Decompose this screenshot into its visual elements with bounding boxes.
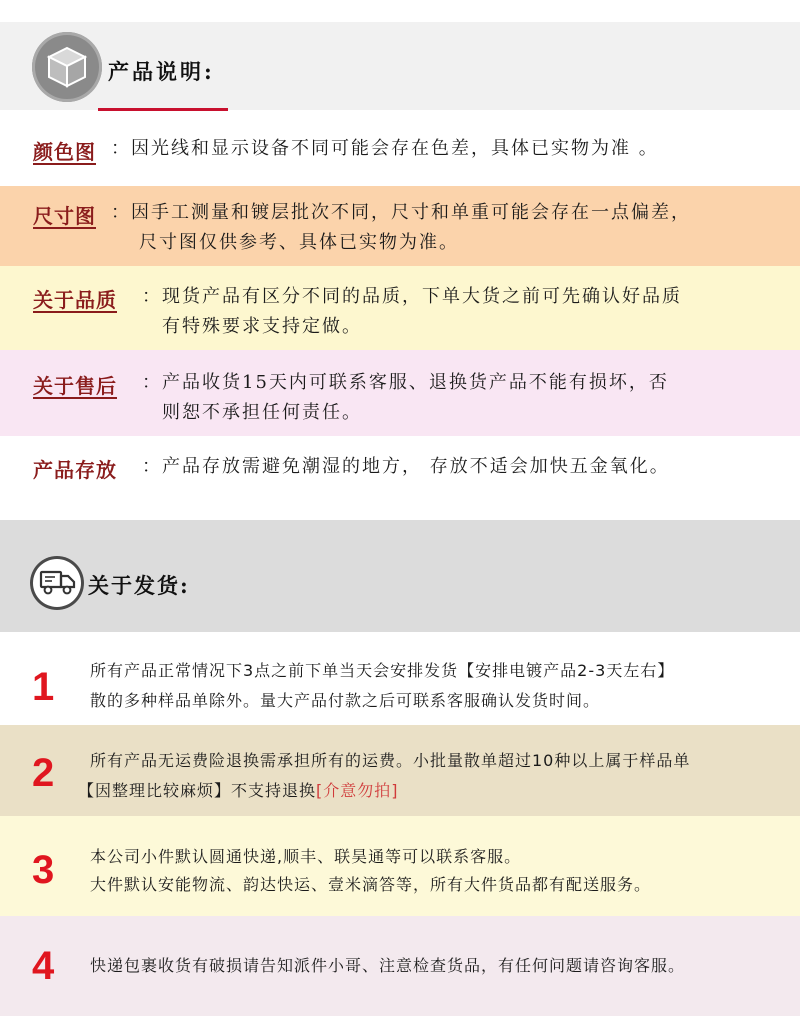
item-line: 大件默认安能物流、韵达快运、壹米滴答等，所有大件货品都有配送服务。 <box>90 875 652 894</box>
shipping-item <box>0 816 800 916</box>
item-line-text: 【因整理比较麻烦】不支持退换 <box>78 781 317 800</box>
shipping-item <box>0 916 800 1016</box>
item-line: 快递包裹收货有破损请告知派件小哥、注意检查货品，有任何问题请咨询客服。 <box>90 956 686 975</box>
info-text: 则恕不承担任何责任。 <box>162 402 362 423</box>
info-row-size <box>0 186 800 266</box>
info-label: 关于售后 <box>33 374 117 398</box>
shipping-item <box>0 637 800 725</box>
shipping-item <box>0 725 800 816</box>
info-label: 产品存放 <box>33 458 117 482</box>
product-section-header <box>0 22 800 110</box>
item-note: [介意勿拍] <box>316 781 399 800</box>
product-section-title: 产品说明: <box>108 59 215 84</box>
shipping-section-header <box>0 520 800 632</box>
info-text: ：因手工测量和镀层批次不同，尺寸和单重可能会存在一点偏差， <box>111 202 691 223</box>
info-row-quality <box>0 266 800 350</box>
info-text: ：产品收货15天内可联系客服、退换货产品不能有损坏，否 <box>142 372 669 393</box>
item-number: 3 <box>32 848 55 892</box>
item-line: 本公司小件默认圆通快递,顺丰、联昊通等可以联系客服。 <box>90 847 522 866</box>
info-row-aftersales <box>0 350 800 436</box>
shipping-section-title: 关于发货: <box>88 573 190 598</box>
info-text: 尺寸图仅供参考、具体已实物为准。 <box>139 232 459 253</box>
info-label: 颜色图 <box>33 140 96 164</box>
info-text: ：因光线和显示设备不同可能会存在色差，具体已实物为准 。 <box>111 138 659 159</box>
info-label: 关于品质 <box>33 288 117 312</box>
delivery-truck-icon <box>30 556 84 610</box>
info-text: 有特殊要求支持定做。 <box>162 316 362 337</box>
info-row-storage <box>0 436 800 496</box>
info-text: ：现货产品有区分不同的品质，下单大货之前可先确认好品质 <box>142 286 682 307</box>
item-line: 所有产品正常情况下3点之前下单当天会安排发货【安排电镀产品2-3天左右】 <box>90 661 675 680</box>
item-number: 1 <box>32 665 55 709</box>
box-icon <box>32 32 102 102</box>
item-line: 所有产品无运费险退换需承担所有的运费。小批量散单超过10种以上属于样品单 <box>90 751 691 770</box>
info-text: ：产品存放需避免潮湿的地方， 存放不适会加快五金氧化。 <box>142 456 670 477</box>
info-row-color <box>0 125 800 175</box>
item-line <box>78 778 399 801</box>
title-underline <box>98 108 228 111</box>
info-label: 尺寸图 <box>33 204 96 228</box>
item-number: 4 <box>32 944 55 988</box>
item-number: 2 <box>32 751 55 795</box>
item-line: 散的多种样品单除外。量大产品付款之后可联系客服确认发货时间。 <box>90 691 601 710</box>
